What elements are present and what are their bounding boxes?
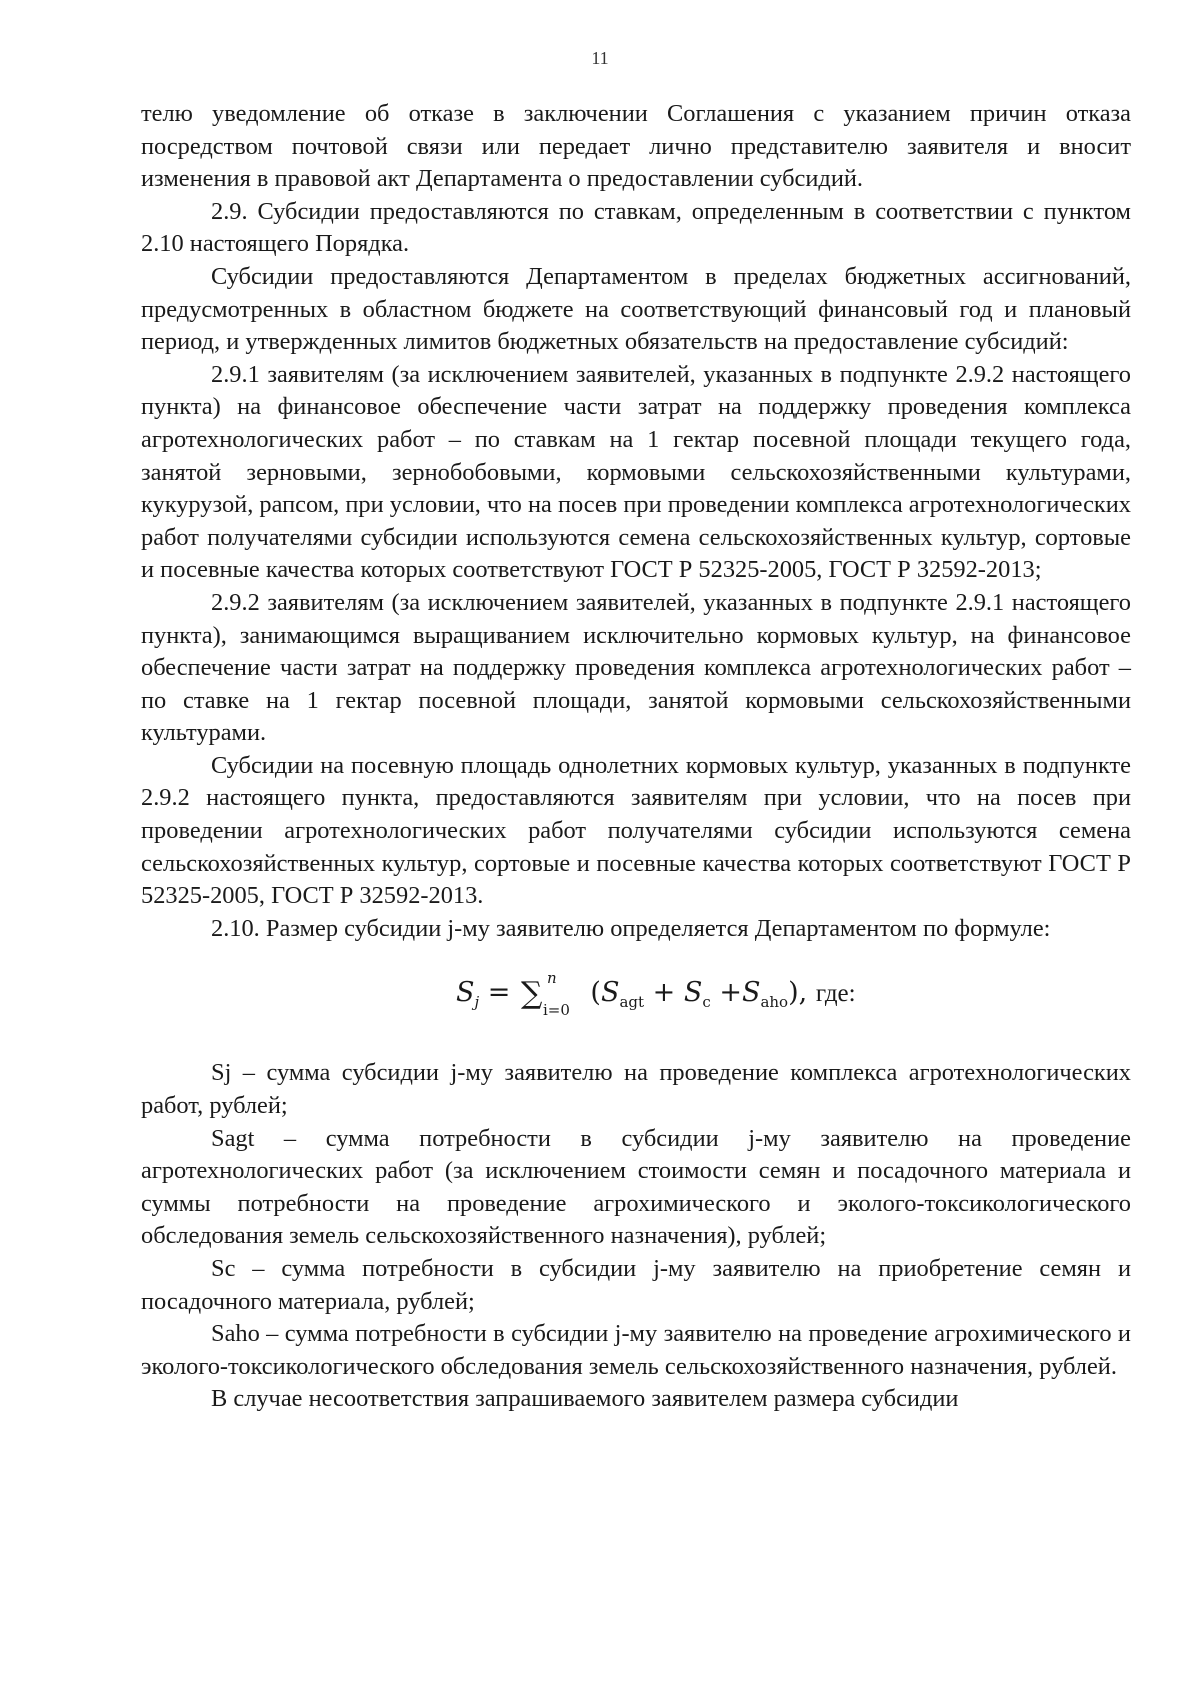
formula-close-paren: ), bbox=[788, 977, 808, 1009]
formula-lhs: S bbox=[456, 977, 475, 1009]
sum-symbol: ∑ n i=0 bbox=[521, 978, 542, 1011]
definition-saho: Saho – сумма потребности в субсидии j-му заявителю на проведение агрохимического и эколого-токсикологического обследования земель сельскохозяйственного назначения, рублей. bbox=[141, 1320, 1131, 1380]
formula-term-aho-sub: aho bbox=[760, 993, 789, 1012]
paragraph-2-10: 2.10. Размер субсидии j-му заявителю определяется Департаментом по формуле: bbox=[211, 914, 1051, 942]
document-body bbox=[141, 98, 1131, 1416]
formula-equals: = bbox=[487, 977, 511, 1009]
page-number: 11 bbox=[591, 48, 609, 68]
paragraph: Субсидии предоставляются Департаментом в пределах бюджетных ассигнований, предусмотренных в областном бюджете на соответствующий финансовый год и плановый период, и утвержденных лимитов бюджетных обязательств на предоставление субсидий: bbox=[141, 262, 1131, 356]
sum-upper-limit: n bbox=[546, 969, 557, 988]
formula-term-c-sub: c bbox=[702, 993, 711, 1012]
definition-sagt: Sagt – сумма потребности в субсидии j-му заявителю на проведение агротехнологических работ (за исключением стоимости семян и посадочного материала и суммы потребности на проведение агрохимического и эколого-токсикологического обследования земель сельскохозяйственного назначения), рублей; bbox=[141, 1124, 1131, 1250]
paragraph-2-9: 2.9. Субсидии предоставляются по ставкам, определенным в соответствии с пунктом 2.10 настоящего Порядка. bbox=[141, 197, 1131, 258]
formula-open-paren: ( bbox=[590, 977, 601, 1009]
paragraph: Субсидии на посевную площадь однолетних кормовых культур, указанных в подпункте 2.9.2 настоящего пункта, предоставляются заявителям при условии, что на посев при проведении агротехнологических работ получателями субсидии используются семена сельскохозяйственных культур, сортовые и посевные качества которых соответствуют ГОСТ Р 52325-2005, ГОСТ Р 32592-2013. bbox=[141, 751, 1131, 910]
formula-plus: + bbox=[719, 977, 742, 1009]
formula-term-c: S bbox=[683, 977, 703, 1009]
paragraph-2-9-1: 2.9.1 заявителям (за исключением заявителей, указанных в подпункте 2.9.2 настоящего пункта) на финансовое обеспечение части затрат на поддержку проведения комплекса агротехнологических работ – по ставкам на 1 гектар посевной площади текущего года, занятой зерновыми, зернобобовыми, кормовыми сельскохозяйственными культурами, кукурузой, рапсом, при условии, что на посев при проведении комплекса агротехнологических работ получателями субсидии используются семена сельскохозяйственных культур, сортовые и посевные качества которых соответствуют ГОСТ Р 52325-2005, ГОСТ Р 32592-2013; bbox=[141, 360, 1131, 584]
sum-lower-limit: i=0 bbox=[542, 1001, 570, 1020]
formula-lhs-sub: j bbox=[474, 993, 480, 1012]
formula-plus: + bbox=[652, 977, 676, 1009]
formula-term-agt-sub: agt bbox=[619, 993, 645, 1012]
paragraph: В случае несоответствия запрашиваемого заявителем размера субсидии bbox=[211, 1385, 959, 1413]
formula-term-aho: S bbox=[741, 977, 761, 1009]
definition-sc: Sc – сумма потребности в субсидии j-му заявителю на приобретение семян и посадочного материала, рублей; bbox=[141, 1255, 1131, 1315]
paragraph: телю уведомление об отказе в заключении Соглашения с указанием причин отказа посредством почтовой связи или передает лично представителю заявителя и вносит изменения в правовой акт Департамента о предоставлении субсидий. bbox=[141, 100, 1131, 193]
formula-expression bbox=[456, 969, 856, 1020]
formula-suffix: где: bbox=[815, 980, 856, 1008]
subsidy-formula bbox=[141, 953, 1131, 1045]
definition-sj: Sj – сумма субсидии j-му заявителю на проведение комплекса агротехнологических работ, рублей; bbox=[141, 1059, 1131, 1120]
formula-term-agt: S bbox=[600, 977, 620, 1009]
paragraph-2-9-2: 2.9.2 заявителям (за исключением заявителей, указанных в подпункте 2.9.1 настоящего пункта), занимающимся выращиванием исключительно кормовых культур, на финансовое обеспечение части затрат на поддержку проведения комплекса агротехнологических работ – по ставке на 1 гектар посевной площади, занятой кормовыми сельскохозяйственными культурами. bbox=[141, 588, 1131, 747]
